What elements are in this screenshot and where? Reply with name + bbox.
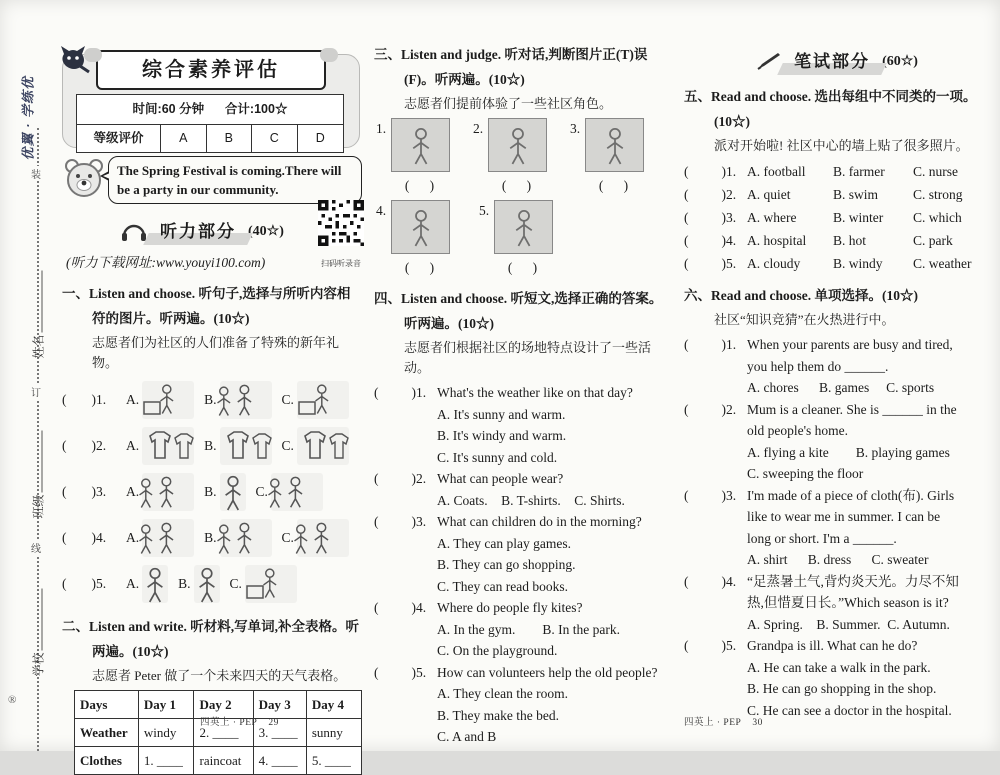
dancers-sketch — [220, 519, 272, 557]
answer-paren — [684, 160, 726, 183]
question-number: 5. — [96, 576, 107, 591]
question-continuation: B. He can go shopping in the shop. — [747, 681, 937, 696]
question-number: 4. — [416, 600, 427, 615]
question-number: 1. — [96, 392, 107, 407]
gloves-sketch — [220, 427, 272, 465]
section3-intro: 志愿者们提前体验了一些社区角色。 — [404, 96, 613, 111]
written-band-title: 笔试部分 — [788, 51, 876, 72]
paren-open: ( — [684, 337, 689, 352]
section1-rows — [62, 377, 362, 606]
question-continuation: C. On the playground. — [437, 643, 558, 658]
qr-block — [316, 200, 366, 274]
option-text: A. quiet — [747, 187, 791, 202]
time-total-row: 时间:60 分钟 合计:100☆ — [77, 95, 343, 125]
weather-table — [74, 690, 362, 775]
dancing-girl-sketch — [194, 565, 220, 603]
option-letter: C. — [255, 484, 268, 499]
column-listening-right — [374, 0, 667, 748]
paren-close: ) — [721, 210, 726, 225]
column-listening-left — [62, 0, 362, 775]
question-number: 3. — [96, 484, 107, 499]
question-line — [374, 662, 667, 684]
paren-close: ) — [411, 664, 416, 680]
paren-open: ( — [374, 600, 379, 615]
option-letter: B. — [178, 576, 191, 591]
photo-number: 3. — [570, 121, 581, 136]
paren-open: ( — [684, 401, 689, 417]
question-text: What can children do in the morning? — [437, 514, 642, 529]
paren-open: ( — [684, 164, 689, 179]
answer-paren — [684, 206, 726, 229]
odd-one-out-row — [684, 206, 986, 229]
answer-paren — [374, 597, 416, 619]
strong-people-sketch — [142, 519, 194, 557]
question-continuation: B. They make the bed. — [437, 707, 559, 723]
question-line — [374, 382, 667, 404]
name-blank-line — [32, 270, 43, 332]
question-number: 2. — [96, 438, 107, 453]
photo-item — [479, 200, 582, 278]
photo-number: 5. — [479, 203, 490, 218]
question-continuation: A. It's sunny and warm. — [437, 406, 566, 422]
option-letter: C. — [229, 576, 242, 591]
headphones-icon — [120, 220, 148, 242]
make-bed-sketch — [297, 381, 349, 419]
answer-paren — [684, 252, 726, 275]
binding-char: 装 — [31, 166, 41, 181]
option-letter: A. — [126, 484, 140, 499]
column-written — [684, 0, 986, 721]
option-text: B. winter — [833, 210, 884, 225]
ride-bikes-sketch — [297, 519, 349, 557]
paren-open: ( — [684, 256, 689, 271]
weather-table-cell: 5. ____ — [306, 747, 361, 775]
question-continuation: like to wear me in summer. I can be — [747, 509, 941, 524]
picture-option-row — [62, 561, 362, 606]
question-continuation: A. shirt B. dress C. sweater — [747, 552, 929, 567]
answer-paren — [62, 527, 96, 548]
section1-heading: 一、Listen and choose. 听句子,选择与所听内容相符的图片。听两遍。(10☆) — [62, 286, 351, 326]
weather-table-cell: windy — [138, 719, 194, 747]
question-text: How can volunteers help the old people? — [437, 664, 658, 680]
answer-paren — [374, 662, 416, 684]
sweaters-sketch — [142, 427, 194, 465]
paren-close: ) — [411, 471, 416, 486]
odd-one-out-row — [684, 160, 986, 183]
answer-paren: ( ) — [507, 260, 538, 275]
paren-open: ( — [62, 438, 67, 453]
question-continuation: A. Spring. B. Summer. C. Autumn. — [747, 616, 950, 632]
librarian-photo — [494, 200, 553, 254]
play-football-sketch — [271, 473, 323, 511]
question-number: 2. — [416, 471, 427, 486]
photo-item — [376, 118, 473, 196]
picture-option-row — [62, 377, 362, 422]
weather-table-row — [75, 747, 362, 775]
answer-paren — [684, 183, 726, 206]
section4-intro: 志愿者们根据社区的场地特点设计了一些活动。 — [404, 340, 652, 375]
question-number: 2. — [726, 187, 737, 202]
weather-table-cell: Clothes — [75, 747, 139, 775]
question-continuation: C. sweeping the floor — [747, 466, 864, 481]
section2-intro: 志愿者 Peter 做了一个未来四天的天气表格。 — [92, 668, 347, 683]
section6-intro: 社区“知识竞猜”在火热进行中。 — [714, 312, 895, 327]
written-section-band — [684, 46, 986, 76]
question-number: 4. — [726, 233, 737, 248]
answer-paren: ( ) — [404, 260, 435, 275]
question-continuation: you help them do ______. — [747, 358, 889, 374]
weather-table-cell: raincoat — [194, 747, 253, 775]
page-title — [96, 50, 326, 90]
answer-paren — [374, 468, 416, 490]
section3-photos — [376, 118, 667, 278]
question-continuation: A. chores B. games C. sports — [747, 380, 935, 395]
photo-number: 1. — [376, 121, 387, 136]
question-number: 3. — [726, 210, 737, 225]
grade-cell: B — [207, 125, 253, 152]
paren-close: ) — [91, 530, 96, 545]
listening-download-note: (听力下载网址:www.youyi100.com) — [66, 255, 266, 270]
answer-paren — [684, 571, 726, 593]
odd-one-out-row — [684, 229, 986, 252]
option-text: C. park — [913, 233, 953, 248]
pen-icon — [752, 51, 782, 71]
weather-table-cell: 2. ____ — [194, 719, 253, 747]
option-letter: A. — [126, 392, 140, 407]
answer-paren — [684, 485, 726, 507]
question-text: Grandpa is ill. What can he do? — [747, 638, 918, 653]
option-letter: B. — [204, 392, 217, 407]
grade-cell: A — [161, 125, 207, 152]
section6-questions — [684, 334, 986, 721]
paren-open: ( — [374, 471, 379, 486]
question-line — [374, 511, 667, 533]
paren-close: ) — [721, 256, 726, 271]
grade-cell: C — [252, 125, 298, 152]
binding-char: 订 — [31, 384, 41, 399]
policeman-photo — [391, 118, 450, 172]
weather-table-header-cell: Day 1 — [138, 691, 194, 719]
option-text: C. strong — [913, 187, 963, 202]
paren-open: ( — [684, 573, 689, 589]
photo-number: 4. — [376, 203, 387, 218]
paren-close: ) — [721, 487, 726, 503]
section4-heading: 四、Listen and choose. 听短文,选择正确的答案。听两遍。(10☆) — [374, 291, 663, 331]
paren-close: ) — [411, 385, 416, 400]
question-continuation: A. They clean the room. — [437, 686, 568, 701]
paren-close: ) — [721, 401, 726, 417]
option-text: A. football — [747, 164, 806, 179]
paren-close: ) — [411, 600, 416, 615]
name-field — [30, 239, 47, 359]
photo-number: 2. — [473, 121, 484, 136]
school-field — [30, 557, 47, 677]
question-number: 5. — [416, 664, 427, 680]
option-letter: C. — [281, 438, 294, 453]
question-number: 3. — [416, 514, 427, 529]
weather-table-cell: 3. ____ — [253, 719, 306, 747]
option-text: B. hot — [833, 233, 867, 248]
written-band-score: (60☆) — [882, 53, 918, 69]
question-continuation: B. It's windy and warm. — [437, 428, 567, 443]
question-continuation: A. He can take a walk in the park. — [747, 659, 931, 675]
option-letter: A. — [126, 576, 140, 591]
play-basketball-sketch — [142, 473, 194, 511]
farmer-woman-photo — [488, 118, 547, 172]
question-number: 4. — [96, 530, 107, 545]
option-letter: B. — [204, 438, 217, 453]
question-line — [684, 571, 986, 593]
photo-row — [376, 118, 667, 196]
option-letter: A. — [126, 438, 140, 453]
weather-table-header-cell: Day 2 — [194, 691, 253, 719]
weather-table-cell: Weather — [75, 719, 139, 747]
weather-table-cell: 1. ____ — [138, 747, 194, 775]
question-text: Mum is a cleaner. She is ______ in the — [747, 401, 957, 417]
weather-table-cell: 4. ____ — [253, 747, 306, 775]
photo-item — [376, 200, 479, 278]
child-cooking-photo — [391, 200, 450, 254]
answer-paren: ( ) — [404, 178, 435, 193]
question-number: 1. — [416, 385, 427, 400]
question-continuation: C. A and B — [437, 729, 497, 744]
answer-paren — [62, 435, 96, 456]
question-number: 2. — [726, 401, 737, 417]
paren-open: ( — [684, 638, 689, 653]
weather-table-cell: sunny — [306, 719, 361, 747]
question-continuation: C. He can see a doctor in the hospital. — [747, 702, 952, 718]
question-text: When your parents are busy and tired, — [747, 337, 953, 352]
section3-heading: 三、Listen and judge. 听对话,判断图片正(T)误(F)。听两遍。(10☆) — [374, 47, 648, 87]
reading-book-sketch — [245, 565, 297, 603]
photo-item — [570, 118, 667, 196]
paren-open: ( — [374, 514, 379, 529]
option-text: A. hospital — [747, 233, 807, 248]
paren-open: ( — [62, 484, 67, 499]
score-info-table — [76, 94, 344, 153]
doctor-patients-photo — [585, 118, 644, 172]
make-food-sketch — [142, 381, 194, 419]
answer-paren — [684, 334, 726, 356]
question-continuation: old people's home. — [747, 423, 849, 438]
paren-close: ) — [411, 514, 416, 529]
option-text: A. where — [747, 210, 797, 225]
picture-option-row — [62, 469, 362, 514]
bear-mascot-icon — [62, 156, 104, 204]
paren-open: ( — [684, 210, 689, 225]
question-line — [684, 399, 986, 421]
question-number: 5. — [726, 256, 737, 271]
class-blank-line — [32, 430, 43, 492]
question-line — [374, 597, 667, 619]
tall-boy-sketch — [142, 565, 168, 603]
mascot-dialog — [62, 156, 362, 204]
question-continuation: long or short. I'm a ______. — [747, 530, 897, 546]
school-blank-line — [32, 588, 43, 650]
speech-bubble: The Spring Festival is coming.There will be a party in our community. — [108, 156, 362, 204]
name-label: 姓名 — [31, 334, 46, 359]
paren-open: ( — [684, 187, 689, 202]
paren-close: ) — [91, 484, 96, 499]
binding-margin — [0, 0, 56, 751]
question-number: 5. — [726, 638, 737, 653]
weather-table-header-cell: Day 3 — [253, 691, 306, 719]
grade-cell: D — [315, 131, 325, 145]
listening-band-title: 听力部分 — [154, 221, 242, 242]
answer-paren — [62, 573, 96, 594]
brand-logo: 优翼 · 学练优 — [20, 75, 36, 161]
paren-close: ) — [721, 638, 726, 653]
page-number-right: 四英上 · PEP 30 — [684, 718, 763, 728]
question-continuation: A. They can play games. — [437, 535, 571, 551]
paren-close: ) — [91, 438, 96, 453]
paren-open: ( — [374, 385, 379, 400]
qr-caption: 扫码听录音 — [321, 259, 361, 268]
photo-row — [376, 200, 667, 278]
question-continuation: B. They can go shopping. — [437, 557, 576, 572]
title-banner — [62, 50, 362, 146]
option-text: C. which — [913, 210, 962, 225]
question-continuation: 热,但惜夏日长。”Which season is it? — [747, 595, 949, 610]
answer-paren — [684, 229, 726, 252]
paren-close: ) — [721, 337, 726, 352]
paren-open: ( — [374, 664, 379, 680]
page-number-left: 四英上 · PEP 29 — [200, 718, 279, 728]
odd-one-out-row — [684, 183, 986, 206]
option-text: C. nurse — [913, 164, 958, 179]
option-text: B. swim — [833, 187, 879, 202]
question-text: I'm made of a piece of cloth(布). Girls — [747, 487, 955, 503]
option-letter: C. — [281, 530, 294, 545]
option-letter: B. — [204, 484, 217, 499]
question-text: What's the weather like on that day? — [437, 385, 633, 400]
paren-close: ) — [721, 187, 726, 202]
fly-kite-sketch — [220, 473, 246, 511]
option-text: A. cloudy — [747, 256, 801, 271]
photo-item — [473, 118, 570, 196]
weather-table-header-cell: Day 4 — [306, 691, 361, 719]
binding-char: 线 — [31, 540, 41, 555]
section1-intro: 志愿者们为社区的人们准备了特殊的新年礼物。 — [92, 335, 340, 370]
section2-heading: 二、Listen and write. 听材料,写单词,补全表格。听两遍。(10☆) — [62, 619, 359, 659]
section4-questions — [374, 382, 667, 748]
question-text: Where do people fly kites? — [437, 600, 583, 615]
paren-close: ) — [721, 233, 726, 248]
paren-open: ( — [62, 530, 67, 545]
section5-rows — [684, 160, 986, 275]
picture-option-row — [62, 423, 362, 468]
option-text: B. farmer — [833, 164, 885, 179]
grade-cell: 等级评价 — [77, 125, 161, 152]
paren-open: ( — [684, 233, 689, 248]
answer-paren — [374, 382, 416, 404]
answer-paren — [684, 635, 726, 657]
registered-mark: ® — [8, 694, 17, 706]
question-number: 1. — [726, 337, 737, 352]
question-continuation: C. They can read books. — [437, 578, 568, 594]
question-text: “足蒸暑土气,背灼炎天光。力尽不知 — [747, 573, 959, 589]
question-continuation: C. It's sunny and cold. — [437, 449, 558, 465]
question-continuation: A. In the gym. B. In the park. — [437, 621, 620, 637]
answer-paren: ( ) — [598, 178, 629, 193]
paren-close: ) — [91, 576, 96, 591]
paren-open: ( — [684, 487, 689, 503]
section6-heading: 六、Read and choose. 单项选择。(10☆) — [684, 288, 919, 303]
option-letter: B. — [204, 530, 217, 545]
paren-close: ) — [91, 392, 96, 407]
answer-paren — [62, 389, 96, 410]
answer-paren — [684, 399, 726, 421]
school-label: 学校 — [31, 652, 46, 677]
kids-sweeping-sketch — [220, 381, 272, 419]
question-number: 3. — [726, 487, 737, 503]
question-line — [684, 334, 986, 356]
weather-table-header-cell: Days — [75, 691, 139, 719]
question-line — [374, 468, 667, 490]
answer-paren: ( ) — [501, 178, 532, 193]
paren-open: ( — [62, 392, 67, 407]
coats-sketch — [297, 427, 349, 465]
paren-close: ) — [721, 164, 726, 179]
option-text: B. windy — [833, 256, 883, 271]
question-number: 4. — [726, 573, 737, 589]
class-label: 班级 — [31, 494, 46, 519]
listening-band-score: (40☆) — [248, 223, 284, 239]
answer-paren — [62, 481, 96, 502]
question-line — [684, 635, 986, 657]
question-continuation: A. flying a kite B. playing games — [747, 444, 950, 460]
question-text: What can people wear? — [437, 471, 564, 486]
qr-code — [318, 200, 364, 246]
page-title-text: 综合素养评估 — [142, 58, 280, 81]
question-number: 1. — [726, 164, 737, 179]
paren-close: ) — [721, 573, 726, 589]
option-text: C. weather — [913, 256, 972, 271]
section5-heading: 五、Read and choose. 选出每组中不同类的一项。(10☆) — [684, 89, 977, 129]
grade-row — [77, 125, 343, 152]
question-continuation: A. Coats. B. T-shirts. C. Shirts. — [437, 492, 625, 508]
option-letter: C. — [281, 392, 294, 407]
class-field — [30, 399, 47, 519]
picture-option-row — [62, 515, 362, 560]
question-line — [684, 485, 986, 507]
odd-one-out-row — [684, 252, 986, 275]
paren-open: ( — [62, 576, 67, 591]
option-letter: A. — [126, 530, 140, 545]
section5-intro: 派对开始啦! 社区中心的墙上贴了很多照片。 — [714, 138, 969, 153]
cat-mascot-icon — [56, 44, 90, 76]
answer-paren — [374, 511, 416, 533]
